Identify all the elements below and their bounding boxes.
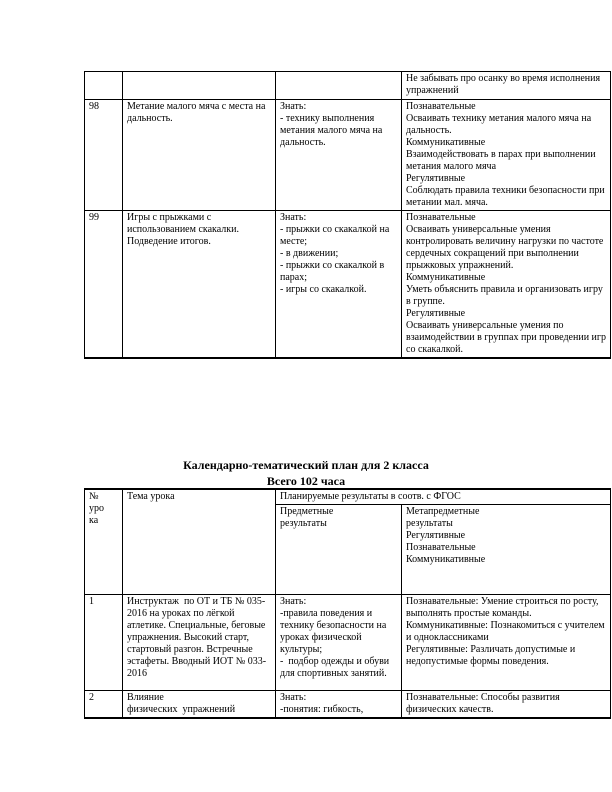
meta-results-cell: Познавательные Осваивать технику метания малого мяча на дальность. Коммуникативные Взаимодействовать в парах при выполнении метания малого мяча Регулятивные Соблюдать правила техники безопасности при метании мал. мяча. — [402, 100, 611, 211]
meta-results-cell: Познавательные: Способы развития физических качеств. — [402, 691, 611, 719]
lesson-plan-table-continued — [84, 71, 611, 359]
meta-results-cell: Не забывать про осанку во время исполнения упражнений — [402, 72, 611, 100]
lesson-number-cell: 2 — [85, 691, 123, 719]
plan-subtitle: Всего 102 часа — [266, 474, 346, 488]
table-row — [85, 691, 611, 719]
meta-results-cell: Познавательные Осваивать универсальные умения контролировать величину нагрузки по частоте сердечных сокращений при выполнении прыжковых упражнений. Коммуникативные Уметь объяснить правила и организовать игру в группе. Регулятивные Осваивать универсальные умения по взаимодействии в группах при проведении игр со скакалкой. — [402, 211, 611, 359]
column-header-planned-results: Планируемые результаты в соотв. с ФГОС — [276, 489, 611, 505]
column-header-subject-results: Предметные результаты — [276, 505, 402, 595]
lesson-number-cell: 99 — [85, 211, 123, 359]
table-header-row — [85, 489, 611, 505]
lesson-topic-cell: Игры с прыжками с использованием скакалки. Подведение итогов. — [123, 211, 276, 359]
lesson-topic-cell: Инструктаж по ОТ и ТБ № 035-2016 на уроках по лёгкой атлетике. Специальные, беговые упражнения. Высокий старт, стартовый разгон. Встречные эстафеты. Вводный ИОТ № 033-2016 — [123, 595, 276, 691]
subject-results-cell: Знать: -правила поведения и технику безопасности на уроках физической культуры; - подбор одежды и обуви для спортивных занятий. — [276, 595, 402, 691]
subject-results-cell — [276, 72, 402, 100]
lesson-number-cell: 98 — [85, 100, 123, 211]
table-row — [85, 211, 611, 359]
table-row — [85, 595, 611, 691]
column-header-number: № уро ка — [85, 489, 123, 595]
table-row — [85, 72, 611, 100]
lesson-plan-table — [84, 488, 611, 719]
subject-results-cell: Знать: - прыжки со скакалкой на месте; - в движении; - прыжки со скакалкой в парах; - игры со скакалкой. — [276, 211, 402, 359]
subject-results-cell: Знать: -понятия: гибкость, — [276, 691, 402, 719]
meta-results-cell: Познавательные: Умение строиться по росту, выполнять простые команды. Коммуникативные: Познакомиться с учителем и одноклассниками Регулятивные: Различать допустимые и недопустимые формы поведения. — [402, 595, 611, 691]
lesson-topic-cell: Метание малого мяча с места на дальность. — [123, 100, 276, 211]
column-header-topic: Тема урока — [123, 489, 276, 595]
lesson-topic-cell: Влияние физических упражнений — [123, 691, 276, 719]
subject-results-cell: Знать: - технику выполнения метания малого мяча на дальность. — [276, 100, 402, 211]
table-row — [85, 100, 611, 211]
lesson-number-cell — [85, 72, 123, 100]
column-header-meta-results: Метапредметные результаты Регулятивные Познавательные Коммуникативные — [402, 505, 611, 595]
lesson-number-cell: 1 — [85, 595, 123, 691]
lesson-topic-cell — [123, 72, 276, 100]
plan-title: Календарно-тематический план для 2 класса — [183, 458, 429, 472]
